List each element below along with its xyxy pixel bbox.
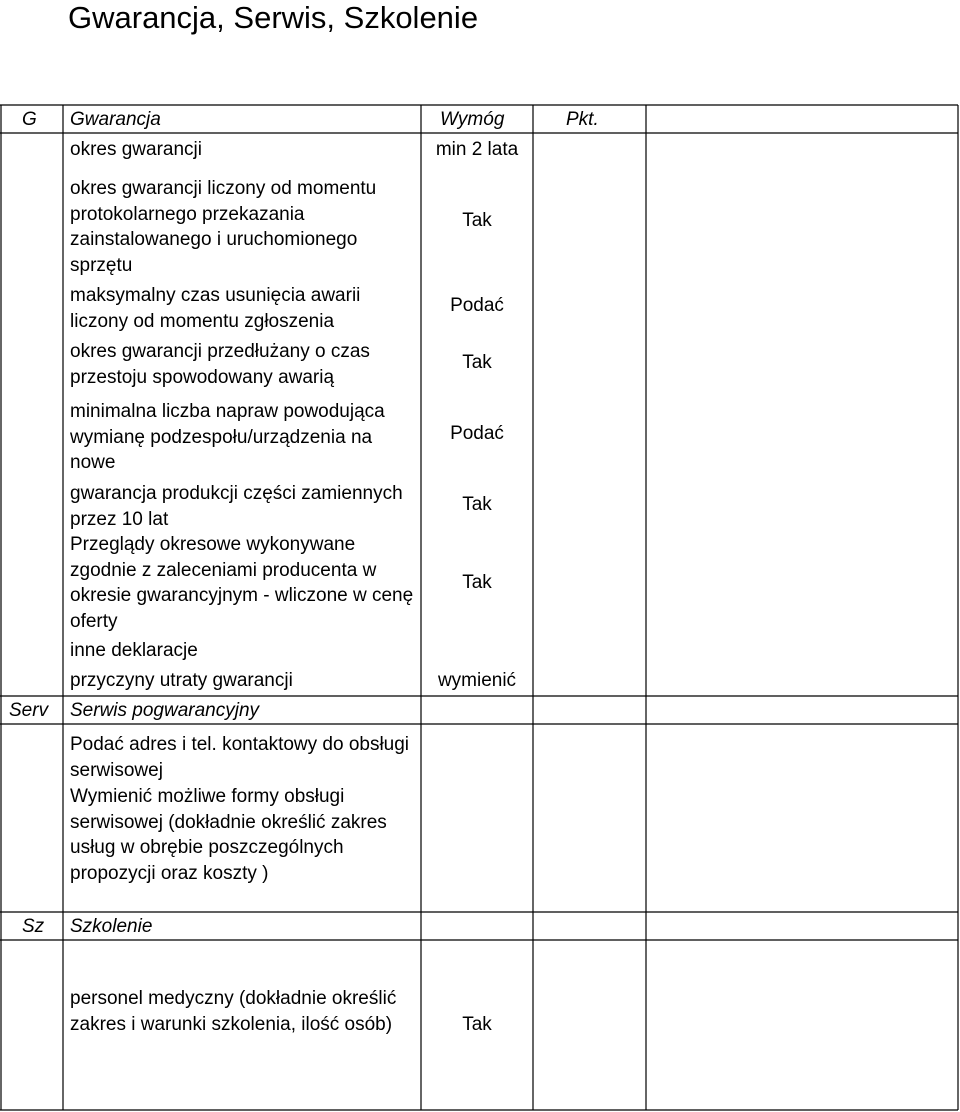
section-title-serwis: Serwis pogwarancyjny bbox=[70, 700, 260, 721]
page-title: Gwarancja, Serwis, Szkolenie bbox=[68, 0, 479, 35]
row-requirement: Tak bbox=[462, 210, 492, 231]
row-text: personel medyczny (dokładnie określić zakres i warunki szkolenia, ilość osób) bbox=[70, 988, 397, 1035]
row-text: okres gwarancji przedłużany o czas przestoju spowodowany awarią bbox=[70, 341, 370, 388]
section-code-g: G bbox=[22, 109, 37, 130]
section-code-serv: Serv bbox=[9, 700, 49, 721]
row-requirement: min 2 lata bbox=[435, 139, 519, 160]
row-requirement: Tak bbox=[462, 352, 492, 373]
row-text: maksymalny czas usunięcia awarii liczony od momentu zgłoszenia bbox=[70, 285, 361, 332]
column-header-requirement: Wymóg bbox=[440, 109, 505, 130]
row-requirement: Podać bbox=[450, 423, 504, 444]
column-header-points: Pkt. bbox=[566, 109, 599, 130]
row-text: Wymienić możliwe formy obsługi serwisowej (dokładnie określić zakres usług w obrębie poszczególnych propozycji oraz koszty ) bbox=[70, 786, 387, 884]
section-title-gwarancja: Gwarancja bbox=[70, 109, 161, 130]
row-text: gwarancja produkcji części zamiennych przez 10 lat bbox=[70, 483, 403, 530]
row-text: Przeglądy okresowe wykonywane zgodnie z zaleceniami producenta w okresie gwarancyjnym - wliczone w cenę oferty bbox=[70, 534, 414, 632]
row-text: okres gwarancji bbox=[70, 139, 202, 160]
section-title-szkolenie: Szkolenie bbox=[70, 916, 153, 937]
row-requirement: wymienić bbox=[437, 670, 517, 691]
row-text: inne deklaracje bbox=[70, 640, 198, 661]
row-text: przyczyny utraty gwarancji bbox=[70, 670, 293, 691]
row-requirement: Tak bbox=[462, 572, 492, 593]
row-text: okres gwarancji liczony od momentu protokolarnego przekazania zainstalowanego i uruchomionego sprzętu bbox=[70, 178, 377, 276]
row-requirement: Tak bbox=[462, 494, 492, 515]
row-text: Podać adres i tel. kontaktowy do obsługi serwisowej bbox=[70, 734, 410, 781]
row-requirement: Podać bbox=[450, 295, 504, 316]
row-text: minimalna liczba napraw powodująca wymianę podzespołu/urządzenia na nowe bbox=[70, 401, 385, 473]
section-code-sz: Sz bbox=[22, 916, 45, 937]
row-requirement: Tak bbox=[462, 1014, 492, 1035]
